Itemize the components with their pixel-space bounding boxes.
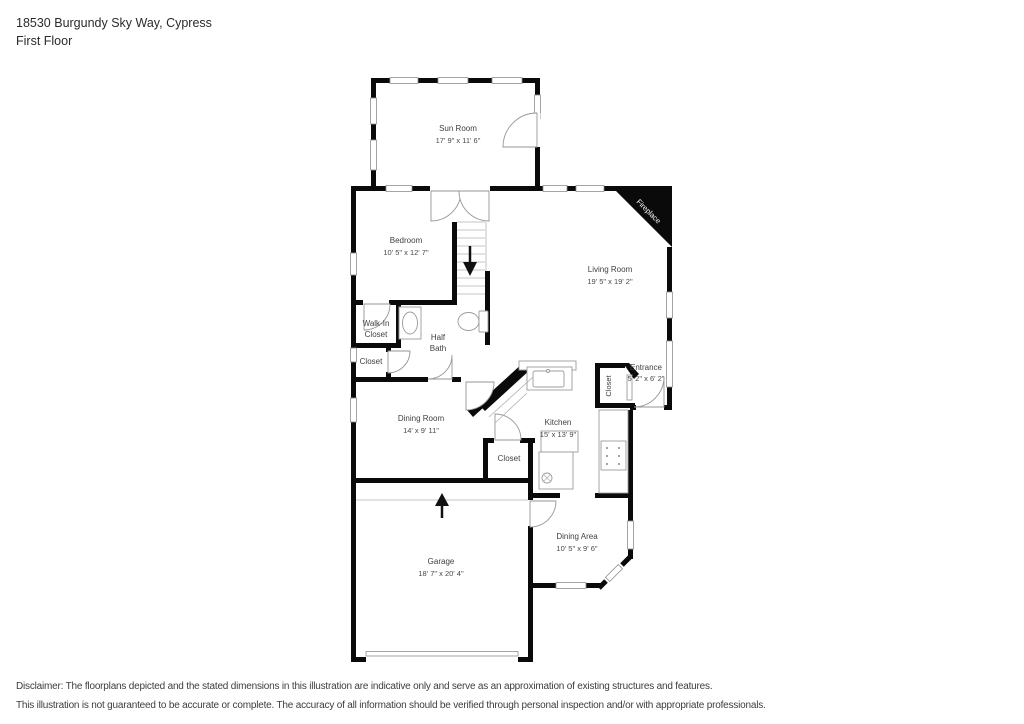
dining-area-door: [530, 501, 556, 527]
fridge: [539, 452, 573, 489]
dining-room-label: Dining Room: [397, 414, 445, 423]
double-door-left: [431, 191, 461, 221]
walk-in-closet-label-2: Closet: [364, 330, 388, 339]
kitchen-closet-label: Closet: [497, 454, 521, 463]
dining-area-label: Dining Area: [556, 532, 598, 541]
hall-closet-door: [388, 351, 410, 373]
hall-closet-label: Closet: [359, 357, 383, 366]
living-room-dims: 19' 5" x 19' 2": [587, 277, 633, 286]
kitchen-label: Kitchen: [544, 418, 572, 427]
living-room-label: Living Room: [587, 265, 633, 274]
half-bath-label-1: Half: [430, 333, 446, 342]
double-door-right: [459, 191, 489, 221]
kitchen-sink: [533, 371, 564, 387]
kitchen-closet-door: [495, 414, 521, 440]
bedroom-label: Bedroom: [389, 236, 423, 245]
half-bath-door: [428, 355, 452, 379]
fireplace-label: Fireplace: [634, 197, 663, 226]
fireplace-corner: [611, 186, 672, 247]
staircase: [457, 222, 486, 294]
sun-room-door: [503, 113, 537, 147]
address-title: 18530 Burgundy Sky Way, Cypress: [16, 16, 212, 30]
entrance-closet-label: Closet: [604, 375, 613, 397]
garage-up-arrow-icon: [435, 493, 449, 506]
garage-dims: 18' 7" x 20' 4": [418, 569, 464, 578]
sun-room-label: Sun Room: [439, 124, 477, 133]
half-bath-label-2: Bath: [429, 344, 447, 353]
stove: [601, 441, 626, 470]
bedroom-dims: 10' 5" x 12' 7": [383, 248, 429, 257]
walk-in-closet-label-1: Walk-In: [362, 319, 390, 328]
bath-sink: [403, 312, 418, 334]
dining-room-dims: 14' x 9' 11": [403, 426, 439, 435]
stairs-down-arrow-icon: [463, 262, 477, 276]
dining-area-dims: 10' 5" x 9' 6": [556, 544, 598, 553]
garage-label: Garage: [427, 557, 455, 566]
floor-label: First Floor: [16, 34, 73, 48]
disclaimer-line-2: This illustration is not guaranteed to be accurate or complete. The accuracy of all information should be verified through personal inspection and/or with appropriate professionals.: [16, 699, 766, 711]
sun-room-dims: 17' 9" x 11' 6": [435, 136, 481, 145]
garage-door: [366, 652, 518, 657]
toilet-bowl: [458, 313, 479, 331]
disclaimer: [16, 678, 766, 715]
kitchen-dims: 15' x 13' 9": [539, 430, 577, 439]
entrance-dims: 5' 2" x 6' 2": [627, 374, 665, 383]
entrance-label: Entrance: [629, 363, 663, 372]
toilet-tank: [479, 311, 488, 332]
disclaimer-line-1: Disclaimer: The floorplans depicted and the stated dimensions in this illustration are indicative only and serve as an approximation of existing structures and features.: [16, 681, 713, 692]
